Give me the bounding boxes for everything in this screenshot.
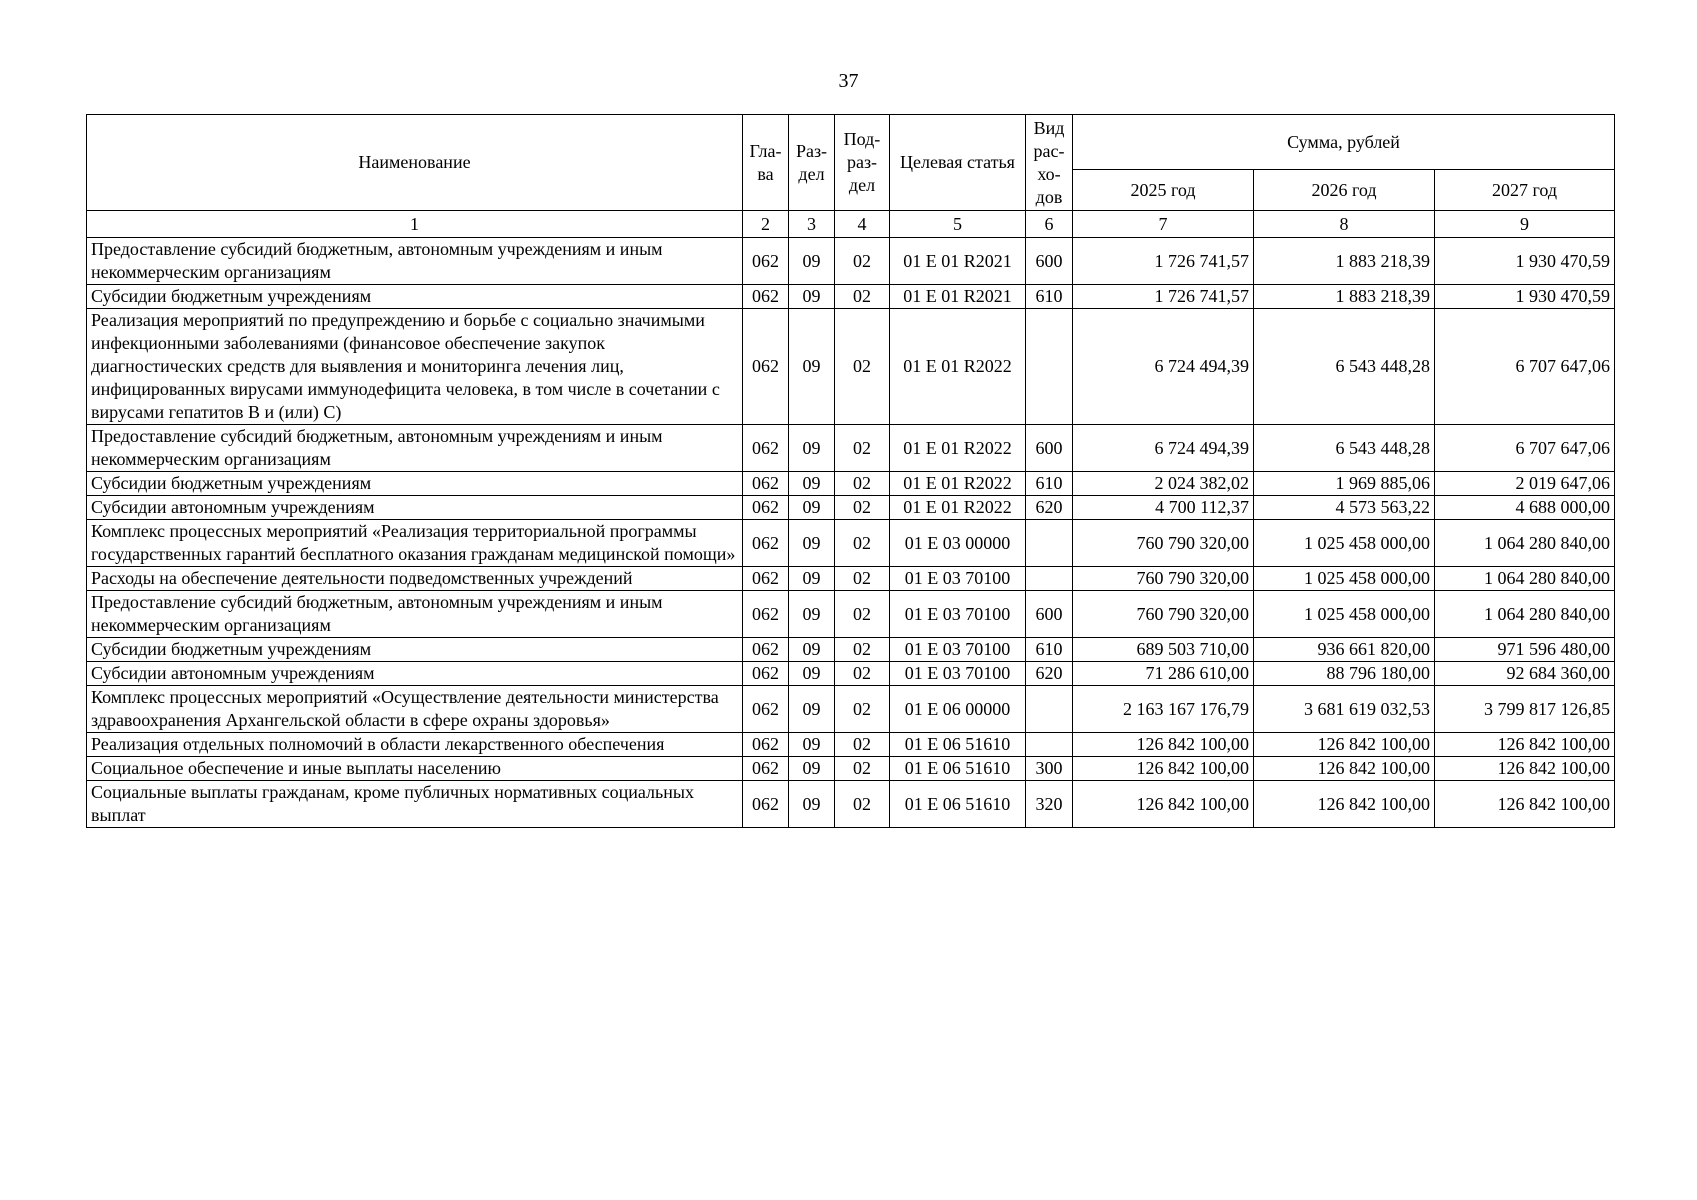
row-vid: 320 xyxy=(1026,781,1073,828)
table-row xyxy=(87,472,1615,496)
table-row xyxy=(87,425,1615,472)
row-vid: 610 xyxy=(1026,638,1073,662)
row-sum-2027: 3 799 817 126,85 xyxy=(1435,686,1615,733)
table-row xyxy=(87,285,1615,309)
row-sum-2026: 1 025 458 000,00 xyxy=(1254,520,1435,567)
row-celevaya: 01 Е 03 70100 xyxy=(890,662,1026,686)
row-podrazdel: 02 xyxy=(835,733,890,757)
row-podrazdel: 02 xyxy=(835,686,890,733)
row-razdel: 09 xyxy=(789,309,835,425)
row-sum-2027: 1 064 280 840,00 xyxy=(1435,520,1615,567)
row-celevaya: 01 Е 06 51610 xyxy=(890,733,1026,757)
column-number: 7 xyxy=(1073,211,1254,238)
row-sum-2026: 3 681 619 032,53 xyxy=(1254,686,1435,733)
row-sum-2027: 971 596 480,00 xyxy=(1435,638,1615,662)
column-number-row xyxy=(87,211,1615,238)
row-celevaya: 01 Е 01 R2022 xyxy=(890,496,1026,520)
row-podrazdel: 02 xyxy=(835,567,890,591)
row-name: Реализация отдельных полномочий в области лекарственного обеспечения xyxy=(87,733,743,757)
row-sum-2027: 1 064 280 840,00 xyxy=(1435,591,1615,638)
row-sum-2025: 760 790 320,00 xyxy=(1073,520,1254,567)
row-sum-2027: 1 064 280 840,00 xyxy=(1435,567,1615,591)
row-glava: 062 xyxy=(743,496,789,520)
row-podrazdel: 02 xyxy=(835,757,890,781)
row-sum-2027: 126 842 100,00 xyxy=(1435,733,1615,757)
row-vid xyxy=(1026,520,1073,567)
row-glava: 062 xyxy=(743,309,789,425)
column-number: 8 xyxy=(1254,211,1435,238)
row-name: Расходы на обеспечение деятельности подведомственных учреждений xyxy=(87,567,743,591)
row-vid: 300 xyxy=(1026,757,1073,781)
row-podrazdel: 02 xyxy=(835,496,890,520)
row-sum-2026: 6 543 448,28 xyxy=(1254,425,1435,472)
row-vid xyxy=(1026,567,1073,591)
row-sum-2027: 1 930 470,59 xyxy=(1435,238,1615,285)
table-row xyxy=(87,733,1615,757)
row-sum-2026: 4 573 563,22 xyxy=(1254,496,1435,520)
row-name: Комплекс процессных мероприятий «Осуществление деятельности министерства здравоохранения Архангельской области в сфере охраны здоровья» xyxy=(87,686,743,733)
row-podrazdel: 02 xyxy=(835,238,890,285)
row-razdel: 09 xyxy=(789,496,835,520)
row-name: Социальное обеспечение и иные выплаты населению xyxy=(87,757,743,781)
row-name: Субсидии бюджетным учреждениям xyxy=(87,472,743,496)
row-vid: 620 xyxy=(1026,496,1073,520)
row-sum-2026: 1 883 218,39 xyxy=(1254,238,1435,285)
row-name: Предоставление субсидий бюджетным, автономным учреждениям и иным некоммерческим организациям xyxy=(87,238,743,285)
column-number: 5 xyxy=(890,211,1026,238)
row-vid: 600 xyxy=(1026,425,1073,472)
table-row xyxy=(87,591,1615,638)
table-row xyxy=(87,238,1615,285)
row-sum-2026: 936 661 820,00 xyxy=(1254,638,1435,662)
row-razdel: 09 xyxy=(789,591,835,638)
row-podrazdel: 02 xyxy=(835,309,890,425)
row-sum-2025: 126 842 100,00 xyxy=(1073,757,1254,781)
row-sum-2026: 1 025 458 000,00 xyxy=(1254,567,1435,591)
row-razdel: 09 xyxy=(789,238,835,285)
row-sum-2027: 1 930 470,59 xyxy=(1435,285,1615,309)
row-celevaya: 01 Е 06 51610 xyxy=(890,781,1026,828)
header-vid: Вид рас-хо-дов xyxy=(1026,115,1073,211)
table-row xyxy=(87,496,1615,520)
row-razdel: 09 xyxy=(789,733,835,757)
column-number: 2 xyxy=(743,211,789,238)
header-razdel: Раз-дел xyxy=(789,115,835,211)
row-name: Предоставление субсидий бюджетным, автономным учреждениям и иным некоммерческим организациям xyxy=(87,591,743,638)
row-vid xyxy=(1026,309,1073,425)
row-glava: 062 xyxy=(743,591,789,638)
row-name: Субсидии автономным учреждениям xyxy=(87,662,743,686)
column-number: 4 xyxy=(835,211,890,238)
row-celevaya: 01 Е 06 00000 xyxy=(890,686,1026,733)
header-year-2026: 2026 год xyxy=(1254,170,1435,211)
column-number: 9 xyxy=(1435,211,1615,238)
row-sum-2027: 126 842 100,00 xyxy=(1435,757,1615,781)
row-podrazdel: 02 xyxy=(835,662,890,686)
row-podrazdel: 02 xyxy=(835,285,890,309)
row-glava: 062 xyxy=(743,472,789,496)
row-razdel: 09 xyxy=(789,757,835,781)
row-razdel: 09 xyxy=(789,662,835,686)
page-number: 37 xyxy=(838,70,859,92)
row-vid xyxy=(1026,686,1073,733)
row-sum-2025: 6 724 494,39 xyxy=(1073,309,1254,425)
header-year-2027: 2027 год xyxy=(1435,170,1615,211)
row-name: Комплекс процессных мероприятий «Реализация территориальной программы государственных гарантий бесплатного оказания гражданам медицинской помощи» xyxy=(87,520,743,567)
row-sum-2027: 2 019 647,06 xyxy=(1435,472,1615,496)
row-sum-2026: 126 842 100,00 xyxy=(1254,733,1435,757)
row-glava: 062 xyxy=(743,733,789,757)
row-celevaya: 01 Е 01 R2022 xyxy=(890,472,1026,496)
row-glava: 062 xyxy=(743,425,789,472)
row-celevaya: 01 Е 03 00000 xyxy=(890,520,1026,567)
row-sum-2027: 6 707 647,06 xyxy=(1435,425,1615,472)
row-celevaya: 01 Е 03 70100 xyxy=(890,638,1026,662)
row-sum-2027: 92 684 360,00 xyxy=(1435,662,1615,686)
row-sum-2025: 2 163 167 176,79 xyxy=(1073,686,1254,733)
row-vid: 620 xyxy=(1026,662,1073,686)
header-glava: Гла-ва xyxy=(743,115,789,211)
row-sum-2025: 4 700 112,37 xyxy=(1073,496,1254,520)
row-name: Реализация мероприятий по предупреждению и борьбе с социально значимыми инфекционными заболеваниями (финансовое обеспечение закупок диагностических средств для выявления и мониторинга лечения лиц, инфицированных вирусами иммунодефицита человека, в том числе в сочетании с вирусами гепатитов B и (или) C) xyxy=(87,309,743,425)
row-sum-2025: 689 503 710,00 xyxy=(1073,638,1254,662)
table-row xyxy=(87,638,1615,662)
row-glava: 062 xyxy=(743,662,789,686)
header-summa: Сумма, рублей xyxy=(1073,115,1615,170)
row-celevaya: 01 Е 06 51610 xyxy=(890,757,1026,781)
row-sum-2025: 1 726 741,57 xyxy=(1073,238,1254,285)
row-podrazdel: 02 xyxy=(835,781,890,828)
table-row xyxy=(87,781,1615,828)
row-glava: 062 xyxy=(743,285,789,309)
row-vid: 610 xyxy=(1026,285,1073,309)
row-name: Социальные выплаты гражданам, кроме публичных нормативных социальных выплат xyxy=(87,781,743,828)
row-sum-2026: 1 883 218,39 xyxy=(1254,285,1435,309)
row-glava: 062 xyxy=(743,757,789,781)
row-sum-2026: 6 543 448,28 xyxy=(1254,309,1435,425)
row-sum-2026: 1 025 458 000,00 xyxy=(1254,591,1435,638)
row-podrazdel: 02 xyxy=(835,638,890,662)
header-name: Наименование xyxy=(87,115,743,211)
row-vid: 600 xyxy=(1026,591,1073,638)
row-sum-2026: 126 842 100,00 xyxy=(1254,757,1435,781)
row-glava: 062 xyxy=(743,567,789,591)
row-celevaya: 01 Е 01 R2022 xyxy=(890,425,1026,472)
table-row xyxy=(87,757,1615,781)
budget-table xyxy=(86,114,1615,828)
row-podrazdel: 02 xyxy=(835,472,890,496)
row-vid: 600 xyxy=(1026,238,1073,285)
table-row xyxy=(87,567,1615,591)
row-razdel: 09 xyxy=(789,285,835,309)
row-name: Предоставление субсидий бюджетным, автономным учреждениям и иным некоммерческим организациям xyxy=(87,425,743,472)
row-celevaya: 01 Е 03 70100 xyxy=(890,567,1026,591)
column-number: 3 xyxy=(789,211,835,238)
row-glava: 062 xyxy=(743,781,789,828)
column-number: 6 xyxy=(1026,211,1073,238)
row-glava: 062 xyxy=(743,638,789,662)
row-razdel: 09 xyxy=(789,520,835,567)
row-glava: 062 xyxy=(743,238,789,285)
row-razdel: 09 xyxy=(789,638,835,662)
header-celevaya: Целевая статья xyxy=(890,115,1026,211)
row-vid xyxy=(1026,733,1073,757)
row-razdel: 09 xyxy=(789,781,835,828)
row-razdel: 09 xyxy=(789,472,835,496)
row-podrazdel: 02 xyxy=(835,591,890,638)
row-celevaya: 01 Е 01 R2021 xyxy=(890,285,1026,309)
row-sum-2027: 4 688 000,00 xyxy=(1435,496,1615,520)
row-name: Субсидии бюджетным учреждениям xyxy=(87,285,743,309)
table-row xyxy=(87,686,1615,733)
table-row xyxy=(87,309,1615,425)
row-sum-2025: 6 724 494,39 xyxy=(1073,425,1254,472)
row-celevaya: 01 Е 01 R2021 xyxy=(890,238,1026,285)
row-glava: 062 xyxy=(743,520,789,567)
table-row xyxy=(87,520,1615,567)
row-podrazdel: 02 xyxy=(835,520,890,567)
row-sum-2025: 2 024 382,02 xyxy=(1073,472,1254,496)
row-razdel: 09 xyxy=(789,686,835,733)
row-razdel: 09 xyxy=(789,567,835,591)
row-celevaya: 01 Е 01 R2022 xyxy=(890,309,1026,425)
row-name: Субсидии автономным учреждениям xyxy=(87,496,743,520)
row-sum-2025: 760 790 320,00 xyxy=(1073,567,1254,591)
row-celevaya: 01 Е 03 70100 xyxy=(890,591,1026,638)
row-sum-2025: 760 790 320,00 xyxy=(1073,591,1254,638)
row-sum-2026: 1 969 885,06 xyxy=(1254,472,1435,496)
row-glava: 062 xyxy=(743,686,789,733)
row-podrazdel: 02 xyxy=(835,425,890,472)
row-sum-2026: 126 842 100,00 xyxy=(1254,781,1435,828)
row-razdel: 09 xyxy=(789,425,835,472)
table-row xyxy=(87,662,1615,686)
row-sum-2027: 6 707 647,06 xyxy=(1435,309,1615,425)
row-sum-2025: 126 842 100,00 xyxy=(1073,733,1254,757)
row-name: Субсидии бюджетным учреждениям xyxy=(87,638,743,662)
column-number: 1 xyxy=(87,211,743,238)
row-sum-2027: 126 842 100,00 xyxy=(1435,781,1615,828)
row-sum-2025: 1 726 741,57 xyxy=(1073,285,1254,309)
row-vid: 610 xyxy=(1026,472,1073,496)
header-podrazdel: Под-раз-дел xyxy=(835,115,890,211)
row-sum-2025: 71 286 610,00 xyxy=(1073,662,1254,686)
row-sum-2025: 126 842 100,00 xyxy=(1073,781,1254,828)
row-sum-2026: 88 796 180,00 xyxy=(1254,662,1435,686)
header-year-2025: 2025 год xyxy=(1073,170,1254,211)
